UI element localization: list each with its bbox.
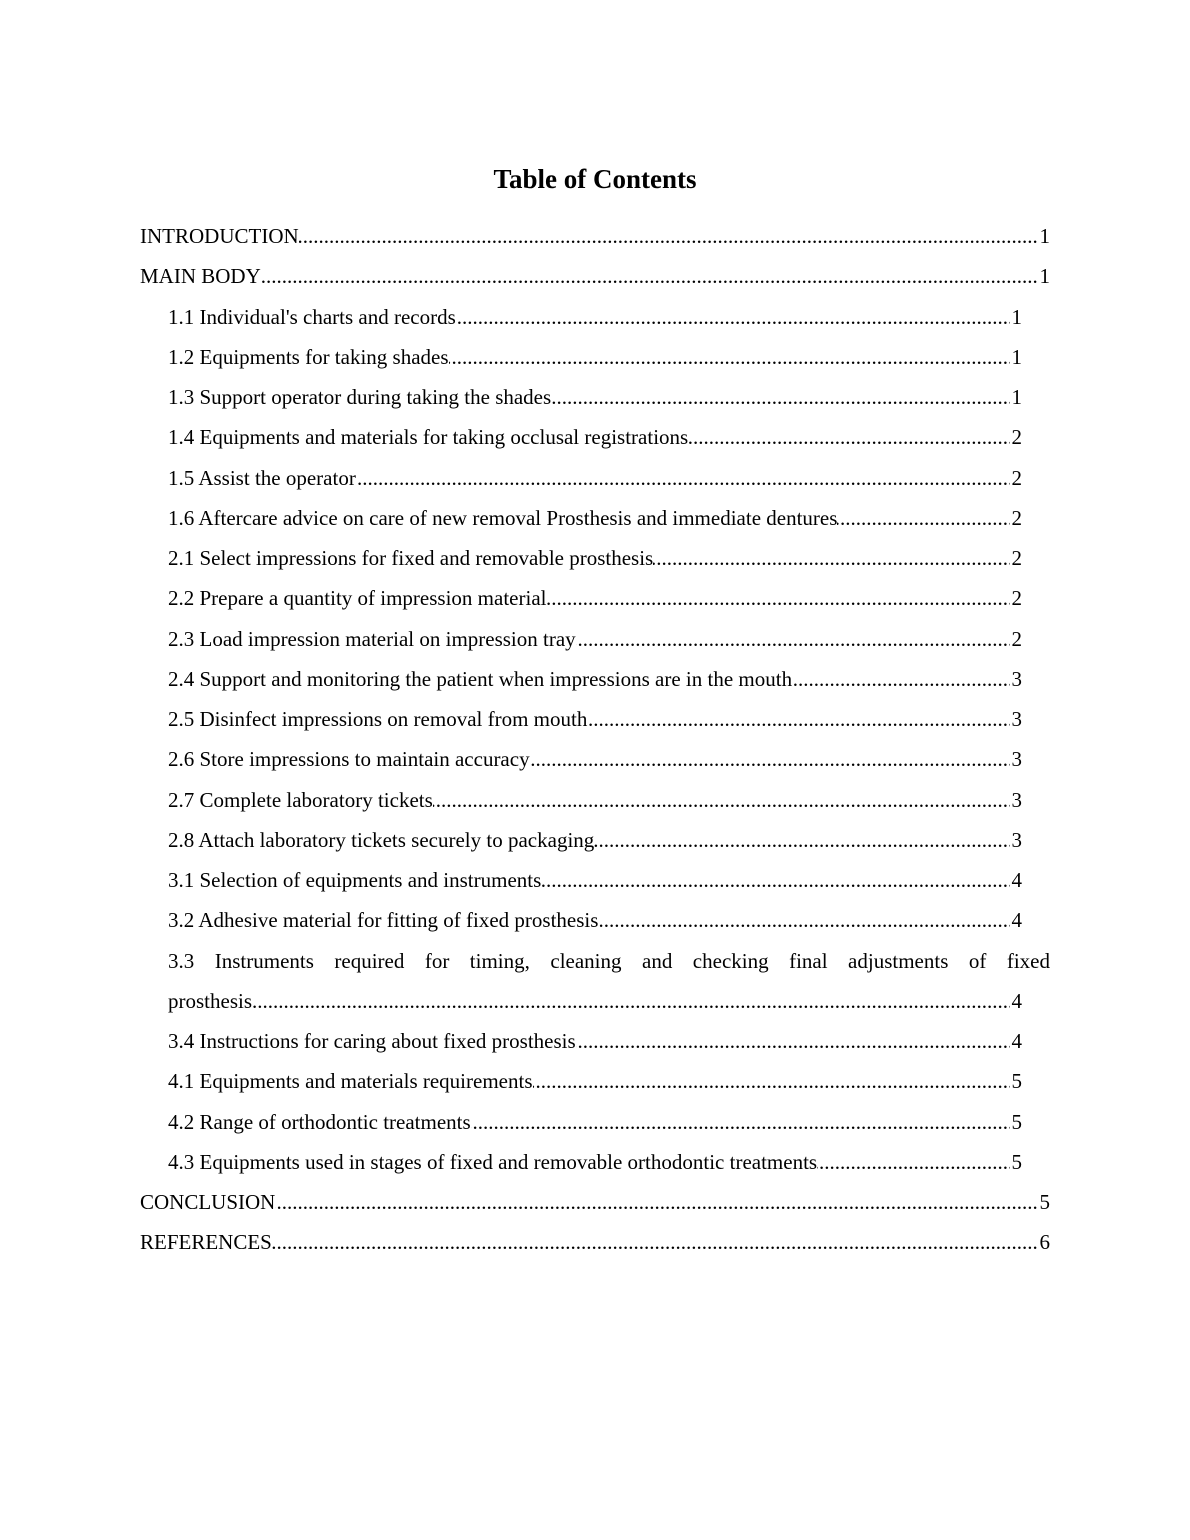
toc-entry-text: 4.3 Equipments used in stages of fixed and removable orthodontic treatments	[168, 1149, 818, 1174]
toc-entry-introduction[interactable]	[140, 216, 1050, 256]
toc-page-number: 3	[1012, 659, 1023, 699]
toc-page-number: 4	[1012, 900, 1023, 940]
toc-page-number: 3	[1012, 780, 1023, 820]
toc-entry-text: MAIN BODY	[140, 264, 261, 289]
toc-entry-text: 2.7 Complete laboratory tickets	[168, 787, 433, 812]
toc-entry-text: 1.4 Equipments and materials for taking occlusal registrations	[168, 425, 689, 450]
toc-page-number: 1	[1040, 216, 1051, 256]
toc-entry-text: 2.2 Prepare a quantity of impression material	[168, 586, 547, 611]
toc-entry-text: REFERENCES	[140, 1230, 272, 1255]
toc-title: Table of Contents	[493, 164, 697, 194]
toc-page-number: 2	[1012, 498, 1023, 538]
toc-entry-text: 4.2 Range of orthodontic treatments	[168, 1109, 471, 1134]
toc-entry-2-2[interactable]	[168, 578, 1022, 618]
toc-entry-2-3[interactable]	[168, 619, 1022, 659]
toc-entry-text-line1: 3.3 Instruments required for timing, cleaning and checking final adjustments of fixed	[168, 948, 1050, 973]
toc-entry-2-8[interactable]	[168, 820, 1022, 860]
toc-entry-1-2[interactable]	[168, 337, 1022, 377]
toc-entry-line2	[168, 981, 1022, 1021]
toc-entry-1-4[interactable]	[168, 417, 1022, 457]
toc-page-number: 1	[1012, 377, 1023, 417]
toc-entry-4-1[interactable]	[168, 1061, 1022, 1101]
toc-page-number: 3	[1012, 699, 1023, 739]
toc-page-number: 1	[1012, 337, 1023, 377]
toc-entry-text: 1.2 Equipments for taking shades	[168, 344, 449, 369]
dot-leader	[140, 256, 1038, 296]
dot-leader	[168, 981, 1010, 1021]
toc-page-number: 3	[1012, 820, 1023, 860]
toc-entry-1-3[interactable]	[168, 377, 1022, 417]
toc-entry-4-3[interactable]	[168, 1142, 1022, 1182]
toc-entry-1-5[interactable]	[168, 458, 1022, 498]
toc-entry-text: 3.1 Selection of equipments and instruments	[168, 868, 542, 892]
toc-entry-text: 3.2 Adhesive material for fitting of fixed prosthesis	[168, 908, 599, 933]
toc-entry-3-3[interactable]	[168, 941, 1050, 1022]
toc-entry-text-line2: prosthesis	[168, 988, 252, 1013]
toc-entry-text: 3.4 Instructions for caring about fixed prosthesis	[168, 1029, 576, 1053]
toc-entry-text: CONCLUSION	[140, 1190, 276, 1214]
toc-page-number: 2	[1012, 578, 1023, 618]
toc-entry-1-1[interactable]	[168, 297, 1022, 337]
toc-page-number: 1	[1012, 297, 1023, 337]
toc-page-number: 2	[1012, 538, 1023, 578]
toc-entry-2-7[interactable]	[168, 780, 1022, 820]
toc-entry-text: 2.1 Select impressions for fixed and removable prosthesis	[168, 546, 654, 570]
toc-page-number: 2	[1012, 619, 1023, 659]
toc-page-number: 2	[1012, 458, 1023, 498]
toc-entry-text: 2.3 Load impression material on impression tray	[168, 626, 576, 651]
toc-entry-3-2[interactable]	[168, 900, 1022, 940]
toc-page-number: 5	[1012, 1102, 1023, 1142]
toc-entry-1-6[interactable]	[168, 498, 1022, 538]
toc-entry-text: 1.6 Aftercare advice on care of new removal Prosthesis and immediate dentures	[168, 505, 838, 530]
toc-entry-text: 2.8 Attach laboratory tickets securely to packaging	[168, 827, 595, 852]
toc-list	[140, 216, 1050, 1263]
toc-page-number: 5	[1012, 1061, 1023, 1101]
toc-entry-text: 2.5 Disinfect impressions on removal from mouth	[168, 707, 588, 731]
toc-entry-2-4[interactable]	[168, 659, 1022, 699]
toc-entry-text: INTRODUCTION	[140, 224, 299, 248]
toc-entry-conclusion[interactable]	[140, 1182, 1050, 1222]
toc-page-number: 5	[1012, 1142, 1023, 1182]
toc-entry-text: 2.6 Store impressions to maintain accuracy	[168, 747, 530, 772]
toc-entry-2-6[interactable]	[168, 739, 1022, 779]
toc-page-number: 2	[1012, 417, 1023, 457]
toc-page-number: 6	[1040, 1222, 1051, 1262]
toc-entry-text: 1.5 Assist the operator	[168, 465, 356, 490]
toc-page-number: 4	[1012, 981, 1023, 1021]
toc-entry-main-body[interactable]	[140, 256, 1050, 296]
toc-entry-2-1[interactable]	[168, 538, 1022, 578]
toc-page-number: 5	[1040, 1182, 1051, 1222]
toc-entry-text: 1.1 Individual's charts and records	[168, 304, 456, 329]
toc-entry-2-5[interactable]	[168, 699, 1022, 739]
toc-entry-text: 2.4 Support and monitoring the patient when impressions are in the mouth	[168, 666, 793, 691]
toc-entry-3-4[interactable]	[168, 1021, 1022, 1061]
toc-page-number: 3	[1012, 739, 1023, 779]
toc-entry-text: 1.3 Support operator during taking the shades	[168, 385, 552, 409]
toc-page-number: 4	[1012, 1021, 1023, 1061]
toc-page-number: 4	[1012, 860, 1023, 900]
toc-entry-references[interactable]	[140, 1222, 1050, 1262]
toc-entry-3-1[interactable]	[168, 860, 1022, 900]
dot-leader	[140, 1222, 1038, 1262]
toc-page-number: 1	[1040, 256, 1051, 296]
toc-entry-4-2[interactable]	[168, 1102, 1022, 1142]
toc-entry-text: 4.1 Equipments and materials requirements	[168, 1069, 533, 1094]
